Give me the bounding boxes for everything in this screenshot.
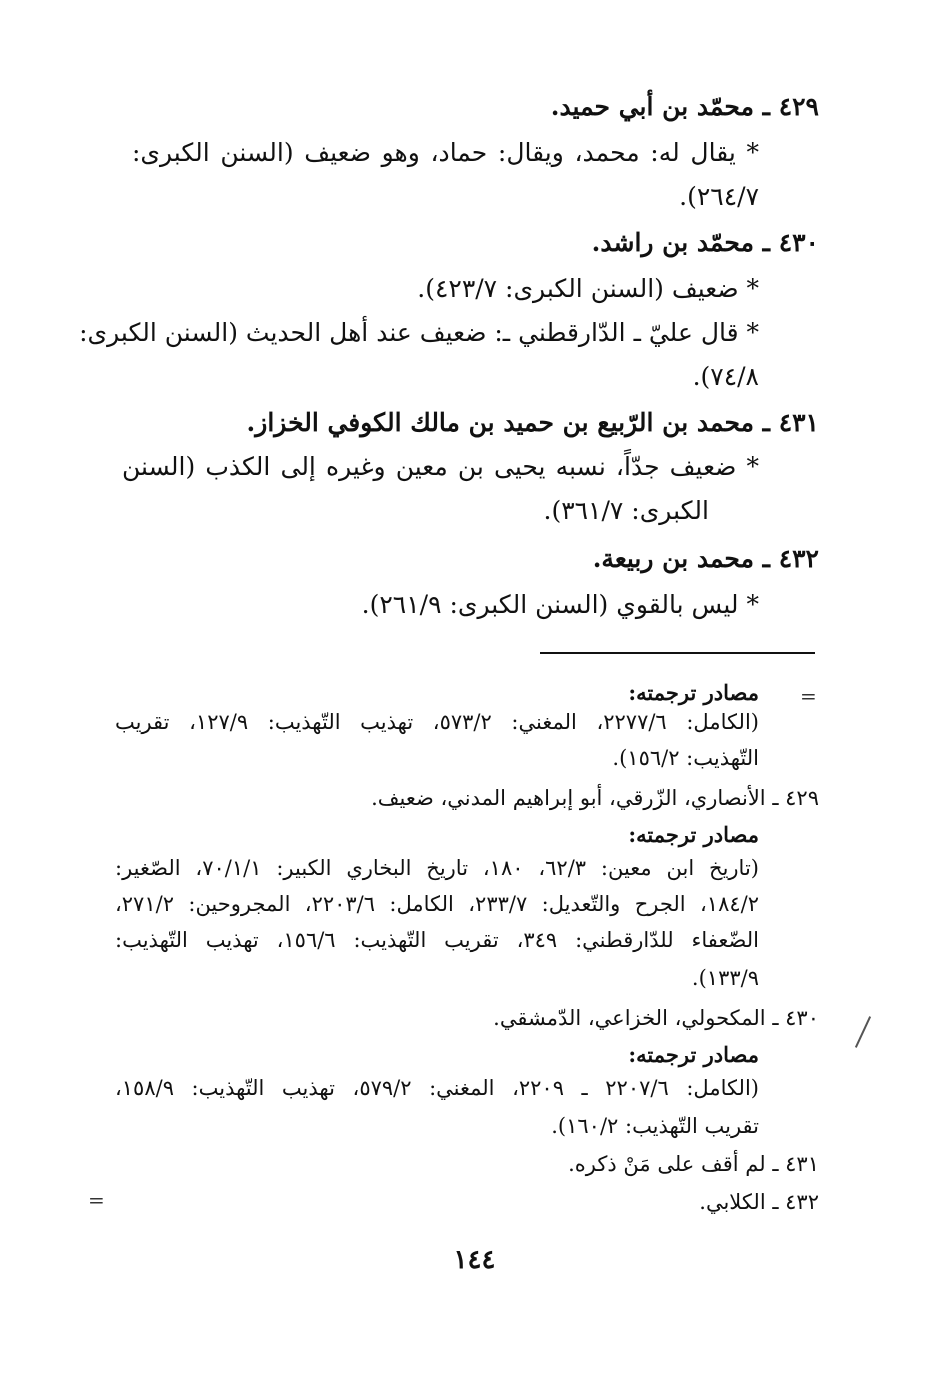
footnote-432: ٤٣٢ ـ الكلابي. <box>699 1190 819 1214</box>
entry-429-line-2: ٢٦٤/٧). <box>679 182 759 211</box>
entry-430-line-1: * ضعيف (السنن الكبرى: ٤٢٣/٧). <box>417 274 759 303</box>
entry-431-line-2: الكبرى: ٣٦١/٧). <box>543 496 709 525</box>
footnote-430-sources-heading: مصادر ترجمته: <box>628 1042 759 1067</box>
footnote-429-line-2: ١٨٤/٢، الجرح والتّعديل: ٢٣٣/٧، الكامل: ٢٢٠٣/٦، المجروحين: ٢٧١/٢، <box>115 892 759 916</box>
footnote-sources-line-1: (الكامل: ٢٢٧٧/٦، المغني: ٥٧٣/٢، تهذيب التّهذيب: ١٢٧/٩، تقريب <box>115 710 759 734</box>
footnote-431: ٤٣١ ـ لم أقف على مَنْ ذكره. <box>568 1152 819 1176</box>
page-number: ١٤٤ <box>453 1245 496 1275</box>
footnote-429: ٤٢٩ ـ الأنصاري، الزّرقي، أبو إبراهيم المدني، ضعيف. <box>371 786 819 810</box>
footnote-430-line-1: (الكامل: ٢٢٠٧/٦ ـ ٢٢٠٩، المغني: ٥٧٩/٢، تهذيب التّهذيب: ١٥٨/٩، <box>115 1076 759 1100</box>
entry-431-line-1: * ضعيف جدّاً، نسبه يحيى بن معين وغيره إلى الكذب (السنن <box>122 452 759 481</box>
footnote-429-line-4: ١٣٣/٩). <box>691 966 759 990</box>
footnote-separator <box>540 652 815 654</box>
entry-429-heading: ٤٢٩ ـ محمّد بن أبي حميد. <box>550 92 819 121</box>
footnote-end-marker: = <box>88 1188 105 1212</box>
footnote-429-sources-heading: مصادر ترجمته: <box>628 822 759 847</box>
margin-pen-mark <box>855 1016 871 1048</box>
entry-432-heading: ٤٣٢ ـ محمد بن ربيعة. <box>592 544 819 573</box>
entry-432-line-1: * ليس بالقوي (السنن الكبرى: ٢٦١/٩). <box>361 590 759 619</box>
footnote-429-line-1: (تاريخ ابن معين: ٦٢/٣، ١٨٠، تاريخ البخاري الكبير: ٧٠/١/١، الصّغير: <box>115 856 759 880</box>
entry-431-heading: ٤٣١ ـ محمد بن الرّبيع بن حميد بن مالك الكوفي الخزاز. <box>246 408 819 437</box>
entry-430-heading: ٤٣٠ ـ محمّد بن راشد. <box>591 228 819 257</box>
footnote-430: ٤٣٠ ـ المكحولي، الخزاعي، الدّمشقي. <box>493 1006 819 1030</box>
entry-429-line-1: * يقال له: محمد، ويقال: حماد، وهو ضعيف (السنن الكبرى: <box>132 138 759 167</box>
entry-430-line-2: * قال عليّ ـ الدّارقطني ـ: ضعيف عند أهل الحديث (السنن الكبرى: <box>79 318 759 347</box>
footnote-continuation-marker: = <box>800 684 817 708</box>
footnote-sources-heading: مصادر ترجمته: <box>628 680 759 705</box>
footnote-429-line-3: الضّعفاء للدّارقطني: ٣٤٩، تقريب التّهذيب: ١٥٦/٦، تهذيب التّهذيب: <box>115 928 759 952</box>
entry-430-line-3: ٧٤/٨). <box>692 362 759 391</box>
footnote-430-line-2: تقريب التّهذيب: ١٦٠/٢). <box>551 1114 759 1138</box>
footnote-sources-line-2: التّهذيب: ١٥٦/٢). <box>612 746 759 770</box>
